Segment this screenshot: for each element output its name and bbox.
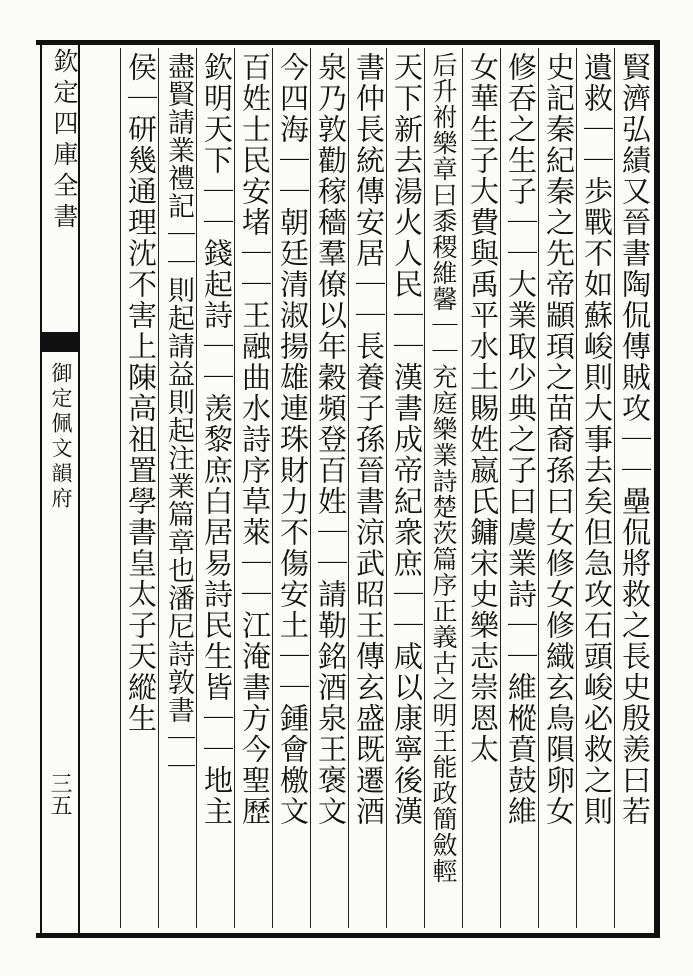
column-text: 今四海｜｜朝廷清淑揚雄連珠財力不傷安土｜｜鍾會檄文 (276, 52, 310, 827)
text-column (576, 48, 614, 928)
margin-column (40, 40, 80, 938)
column-text: 遺救｜｜歩戰不如蘇峻則大事去矣但急攻石頭峻必救之則 (580, 52, 614, 827)
text-column (500, 48, 538, 928)
column-text: 書仲長統傳安居｜｜長養子孫晉書涼武昭王傳玄盛既遷酒 (352, 52, 386, 827)
column-text: 侯｜研幾通理沈不害上陳高祖置學書皇太子天縱生 (124, 52, 158, 734)
text-column (462, 48, 500, 928)
column-text: 賢濟弘績又晉書陶侃傳賊攻｜｜壘侃將救之長史殷羨曰若 (618, 52, 652, 827)
column-text: 史記秦紀秦之先帝顓頊之苗裔孫曰女修女修織玄鳥隕卵女 (542, 52, 576, 827)
column-text: 泉乃敦勸稼穡羣僚以年穀頻登百姓｜｜請勒銘酒泉王褒文 (314, 52, 348, 827)
column-text: 后升祔樂章曰黍稷維馨｜｜充庭樂業詩楚茨篇序正義古之明王能政簡斂輕 (429, 52, 458, 884)
volume-title: 御定佩文韻府 (49, 362, 73, 512)
column-text: 女華生子大費與禹平水土賜姓嬴氏鏞宋史樂志崇恩太 (466, 52, 500, 765)
column-text: 修吞之生子｜｜大業取少典之子曰虞業詩｜｜維樅賁鼓維 (504, 52, 538, 827)
fish-tail-mark (42, 332, 78, 352)
text-column (234, 48, 272, 928)
text-column (120, 48, 158, 928)
text-column (424, 48, 462, 928)
column-text: 欽明天下｜｜錢起詩｜｜羡黎庶白居易詩民生皆｜｜地主 (200, 52, 234, 827)
column-text: 盡賢請業禮記｜｜則起請益則起注業篇章也潘尼詩敦書｜｜ (163, 52, 194, 780)
column-text: 百姓士民安堵｜｜王融曲水詩序草萊｜｜江淹書方今聖歷 (238, 52, 272, 827)
text-column (538, 48, 576, 928)
text-column (386, 48, 424, 928)
page-number: 三五 (47, 772, 72, 816)
text-column (158, 48, 196, 928)
text-column (196, 48, 234, 928)
text-column (614, 48, 652, 928)
text-column (348, 48, 386, 928)
text-column (310, 48, 348, 928)
text-column (272, 48, 310, 928)
column-text: 天下新去湯火人民｜｜漢書成帝紀衆庶｜｜咸以康寧後漢 (390, 52, 424, 827)
book-title: 欽定四庫全書 (50, 48, 79, 234)
